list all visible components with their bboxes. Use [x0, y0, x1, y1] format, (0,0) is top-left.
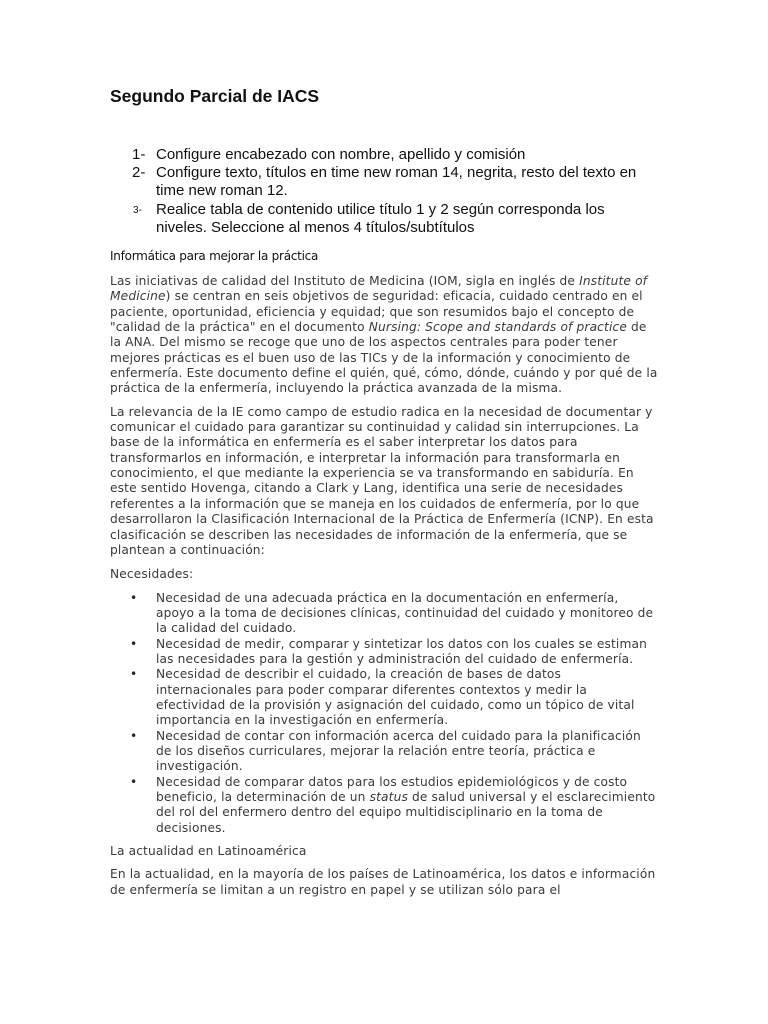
text-run: Necesidad de comparar datos para los estudios epidemiológicos y de costo beneficio, la determinación de un: [156, 774, 628, 804]
list-item: [110, 146, 658, 164]
text-run: de la ANA. Del mismo se recoge que uno de los aspectos centrales para poder tener mejores prácticas es el buen uso de las TICs y de la información y conocimiento de enfermería. Este documento define el quién, qué, cómo, dónde, cuándo y por qué de la práctica de la enfermería, incluyendo la práctica avanzada de la misma.: [110, 320, 658, 396]
needs-label: Necesidades:: [110, 567, 194, 582]
list-item: [110, 201, 658, 237]
section-heading: Informática para mejorar la práctica: [110, 249, 319, 263]
list-item: • Necesidad de describir el cuidado, la creación de bases de datos internacionales para poder comparar diferentes contextos y medir la efectividad de la provisión y asignación del cuidado, como un tópico de vital importancia en la investigación en enfermería.: [110, 667, 658, 728]
text-run: Las iniciativas de calidad del Instituto de Medicina (IOM, sigla en inglés de: [110, 274, 580, 288]
text-run: de salud universal y el esclarecimiento del rol del enfermero dentro del equipo multidisciplinario en la toma de decisiones.: [156, 790, 656, 835]
list-number: 1-: [132, 146, 146, 163]
list-item-text: Configure encabezado con nombre, apellido y comisión: [156, 146, 526, 163]
list-item-text: Realice tabla de contenido utilice título 1 y 2 según corresponda los niveles. Seleccione al menos 4 títulos/subtítulos: [156, 200, 605, 236]
italic-text: Nursing: Scope and standards of practice: [368, 320, 627, 335]
needs-list: [110, 591, 658, 837]
list-item: • Necesidad de una adecuada práctica en la documentación en enfermería, apoyo a la toma de decisiones clínicas, continuidad del cuidado y monitoreo de la calidad del cuidado.: [110, 591, 658, 637]
list-item: • Necesidad de medir, comparar y sintetizar los datos con los cuales se estiman las necesidades para la gestión y administración del cuidado de enfermería.: [110, 637, 658, 668]
list-item: • Necesidad de contar con información acerca del cuidado para la planificación de los diseños curriculares, mejorar la relación entre teoría, práctica e investigación.: [110, 729, 658, 775]
list-item-text: Configure texto, títulos en time new roman 14, negrita, resto del texto en time new roman 12.: [156, 164, 637, 200]
document-title: Segundo Parcial de IACS: [110, 86, 320, 106]
list-item: [110, 775, 658, 836]
italic-text: Institute of Medicine: [110, 274, 648, 304]
section-heading: La actualidad en Latinoamérica: [110, 844, 307, 859]
paragraph: En la actualidad, en la mayoría de los países de Latinoamérica, los datos e información de enfermería se limitan a un registro en papel y se utilizan sólo para el: [110, 867, 656, 897]
list-number: 2-: [132, 164, 146, 182]
paragraph: [110, 274, 658, 397]
list-item: [110, 164, 658, 200]
italic-text: status: [369, 790, 408, 804]
list-number: 3-: [133, 204, 142, 216]
instructions-list: [110, 146, 658, 237]
text-run: ) se centran en seis objetivos de seguridad: eficacia, cuidado centrado en el paciente, oportunidad, eficiencia y equidad; que son resumidos bajo el concepto de "calidad de la práctica" en el documento: [110, 289, 643, 335]
paragraph: La relevancia de la IE como campo de estudio radica en la necesidad de documentar y comunicar el cuidado para garantizar su continuidad y calidad sin interrupciones. La base de la informática en enfermería es el saber interpretar los datos para transformarlos en información, e interpretar la información para transformarla en conocimiento, el que mediante la experiencia se va transformando en sabiduría. En este sentido Hovenga, citando a Clark y Lang, identifica una serie de necesidades referentes a la información que se maneja en los cuidados de enfermería, por lo que desarrollaron la Clasificación Internacional de la Práctica de Enfermería (ICNP). En esta clasificación se describen las necesidades de información de la enfermería, que se plantean a continuación:: [110, 404, 654, 557]
document-body: [110, 274, 658, 906]
